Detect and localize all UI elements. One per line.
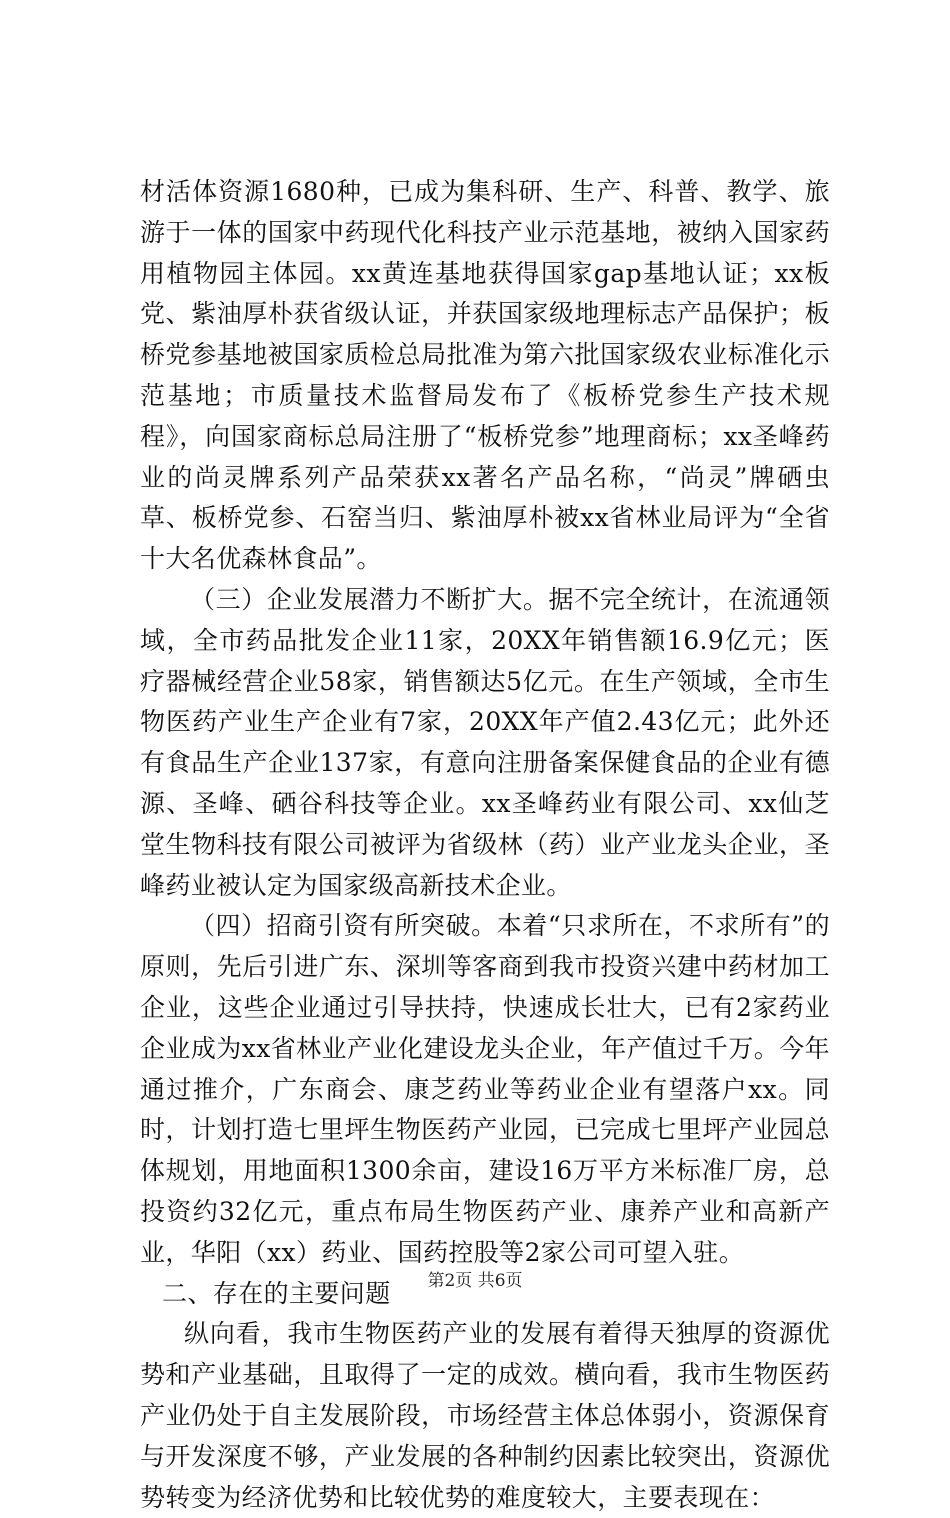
paragraph-resources: 材活体资源1680种，已成为集科研、生产、科普、教学、旅游于一体的国家中药现代化科技产业示范基地，被纳入国家药用植物园主体园。xx黄连基地获得国家gap基地认证；xx板党、紫油厚朴获省级认证，并获国家级地理标志产品保护；板桥党参基地被国家质检总局批准为第六批国家级农业标准化示范基地；市质量技术监督局发布了《板桥党参生产技术规程》，向国家商标总局注册了“板桥党参”地理商标；xx圣峰药业的尚灵牌系列产品荣获xx著名产品名称，“尚灵”牌硒虫草、板桥党参、石窑当归、紫油厚朴被xx省林业局评为“全省十大名优森林食品”。	[140, 177, 830, 574]
section-heading-problems: 二、存在的主要问题	[162, 1278, 391, 1308]
document-body	[140, 172, 830, 1518]
page-footer: 第2页 共6页	[427, 1271, 523, 1291]
paragraph-investment: （四）招商引资有所突破。本着“只求所在，不求所有”的原则，先后引进广东、深圳等客商到我市投资兴建中药材加工企业，这些企业通过引导扶持，快速成长壮大，已有2家药业企业成为xx省林业产业化建设龙头企业，年产值过千万。今年通过推介，广东商会、康芝药业等药业企业有望落户xx。同时，计划打造七里坪生物医药产业园，已完成七里坪产业园总体规划，用地面积1300余亩，建设16万平方米标准厂房，总投资约32亿元，重点布局生物医药产业、康养产业和高新产业，华阳（xx）药业、国药控股等2家公司可望入驻。	[140, 911, 830, 1267]
paragraph-enterprise-potential: （三）企业发展潜力不断扩大。据不完全统计，在流通领域，全市药品批发企业11家，20XX年销售额16.9亿元；医疗器械经营企业58家，销售额达5亿元。在生产领域，全市生物医药产业生产企业有7家，20XX年产值2.43亿元；此外还有食品生产企业137家，有意向注册备案保健食品的企业有德源、圣峰、硒谷科技等企业。xx圣峰药业有限公司、xx仙芝堂生物科技有限公司被评为省级林（药）业产业龙头企业，圣峰药业被认定为国家级高新技术企业。	[140, 584, 830, 900]
paragraph-problems-intro: 纵向看，我市生物医药产业的发展有着得天独厚的资源优势和产业基础，且取得了一定的成效。横向看，我市生物医药产业仍处于自主发展阶段，市场经营主体总体弱小，资源保育与开发深度不够，产业发展的各种制约因素比较突出，资源优势转变为经济优势和比较优势的难度较大，主要表现在：	[140, 1319, 830, 1512]
